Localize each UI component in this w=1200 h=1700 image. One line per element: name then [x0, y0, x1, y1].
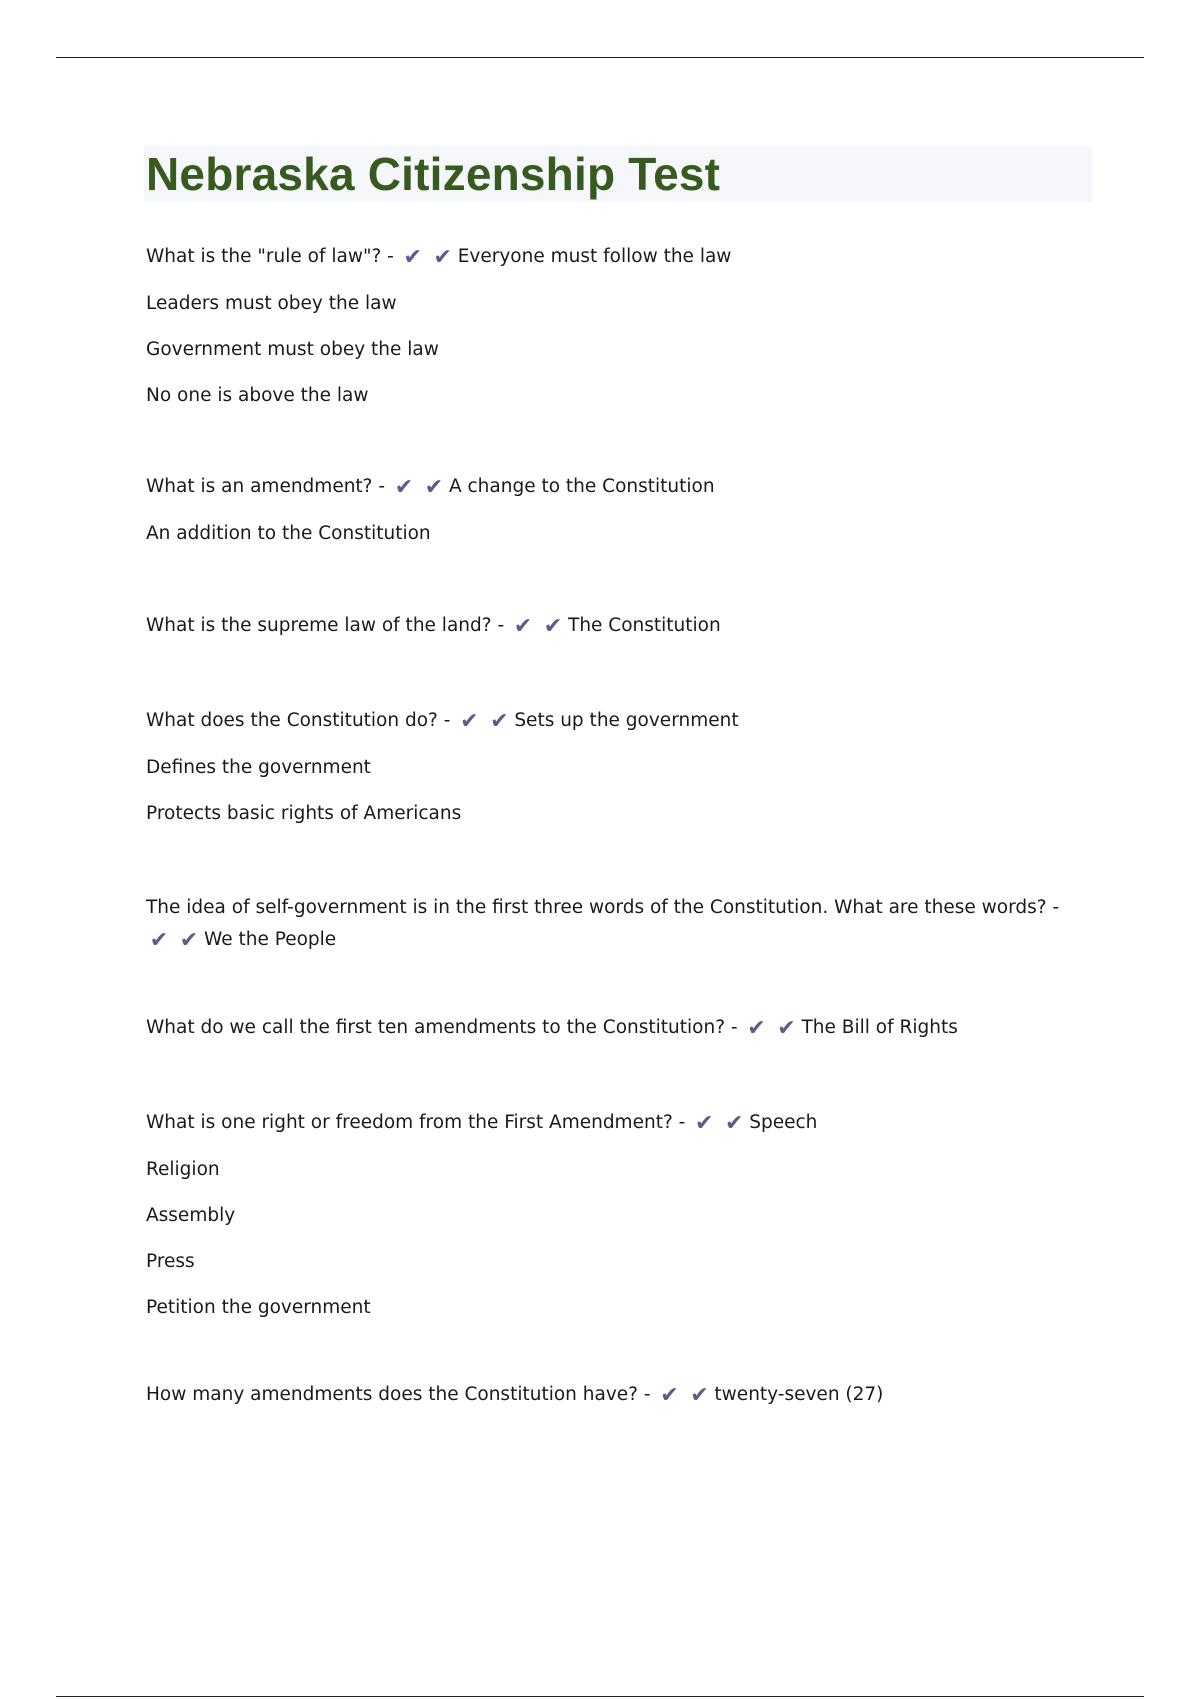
title-banner	[144, 146, 1092, 202]
qa-item	[146, 246, 1092, 407]
qa-item	[146, 710, 1092, 825]
check-mark-icon: ✔	[513, 614, 533, 639]
document-body	[146, 146, 1092, 1408]
answer-text: Everyone must follow the law	[457, 246, 732, 267]
qa-item	[146, 1112, 1092, 1319]
answer-line: Press	[146, 1251, 195, 1272]
qa-item	[146, 1384, 1092, 1407]
question-text: What is the "rule of law"? -	[146, 246, 394, 267]
check-mark-icon: ✔	[777, 1016, 796, 1041]
answer-line: No one is above the law	[146, 385, 369, 406]
question-line	[146, 246, 1092, 269]
document-title: Nebraska Citizenship Test	[146, 148, 721, 200]
check-mark-icon: ✔	[460, 709, 479, 734]
answer-line: Government must obey the law	[146, 339, 439, 360]
question-text: What is one right or freedom from the First Amendment? -	[146, 1112, 686, 1133]
check-mark-icon: ✔	[433, 245, 452, 270]
answer-line: Petition the government	[146, 1297, 371, 1318]
qa-item	[146, 892, 1092, 957]
answer-text: A change to the Constitution	[448, 476, 715, 497]
question-text: What is the supreme law of the land? -	[146, 615, 505, 636]
answer-line: Defines the government	[146, 757, 371, 778]
question-text: What is an amendment? -	[146, 476, 386, 497]
check-mark-icon: ✔	[747, 1016, 766, 1041]
question-line	[146, 1112, 1092, 1135]
question-line	[146, 615, 1092, 638]
answer-text: Speech	[749, 1112, 818, 1133]
answer-line: Leaders must obey the law	[146, 293, 397, 314]
question-line	[146, 892, 1092, 957]
answer-line: Religion	[146, 1159, 220, 1180]
question-text: The idea of self-government is in the first three words of the Constitution. What are these words? -	[146, 897, 1060, 918]
answer-text: We the People	[204, 929, 337, 950]
answer-text: The Constitution	[568, 615, 721, 636]
question-line	[146, 710, 1092, 733]
question-text: What does the Constitution do? -	[146, 710, 451, 731]
qa-item	[146, 615, 1092, 638]
top-rule	[56, 57, 1144, 58]
check-mark-icon: ✔	[424, 475, 444, 500]
check-mark-icon: ✔	[695, 1111, 714, 1136]
question-text: What do we call the first ten amendments to the Constitution? -	[146, 1017, 738, 1038]
check-mark-icon: ✔	[149, 928, 169, 953]
check-mark-icon: ✔	[394, 475, 414, 500]
answer-text: Sets up the government	[514, 710, 739, 731]
answer-line: An addition to the Constitution	[146, 523, 431, 544]
answer-text: The Bill of Rights	[801, 1017, 958, 1038]
answer-text: twenty-seven (27)	[714, 1384, 884, 1405]
question-line	[146, 1017, 1092, 1040]
check-mark-icon: ✔	[490, 709, 509, 734]
qa-item	[146, 476, 1092, 545]
answer-line: Assembly	[146, 1205, 236, 1226]
check-mark-icon: ✔	[543, 614, 563, 639]
bottom-rule	[56, 1696, 1144, 1697]
check-mark-icon: ✔	[660, 1383, 679, 1408]
check-mark-icon: ✔	[403, 245, 422, 270]
question-text: How many amendments does the Constitution have? -	[146, 1384, 651, 1405]
check-mark-icon: ✔	[725, 1111, 744, 1136]
answer-line: Protects basic rights of Americans	[146, 803, 462, 824]
check-mark-icon: ✔	[690, 1383, 709, 1408]
question-line	[146, 476, 1092, 499]
check-mark-icon: ✔	[179, 928, 199, 953]
qa-item	[146, 1017, 1092, 1040]
question-line	[146, 1384, 1092, 1407]
